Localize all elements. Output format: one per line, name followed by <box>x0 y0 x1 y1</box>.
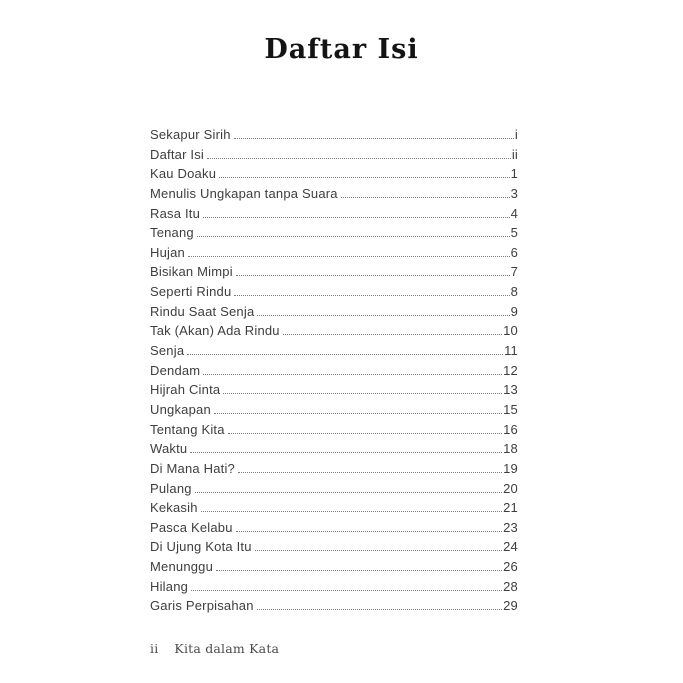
toc-entry-page: 9 <box>510 303 518 319</box>
toc-entry-label: Seperti Rindu <box>150 284 232 300</box>
toc-entry-page: 28 <box>503 578 518 594</box>
toc-entry <box>150 500 518 520</box>
toc-entry-page: 21 <box>503 500 518 516</box>
toc-dot-leader <box>238 472 502 473</box>
toc-entry-page: 24 <box>503 539 518 555</box>
toc-entry <box>150 422 518 442</box>
toc-entry-page: 26 <box>503 559 518 575</box>
toc-entry <box>150 304 518 324</box>
toc-entry <box>150 579 518 599</box>
toc-entry-label: Di Mana Hati? <box>150 460 235 476</box>
toc-entry-label: Sekapur Sirih <box>150 127 231 142</box>
toc-entry-label: Menunggu <box>150 559 214 575</box>
toc-entry-page: 29 <box>503 598 518 614</box>
toc-entry <box>150 539 518 559</box>
toc-entry <box>150 481 518 501</box>
toc-entry-label: Hujan <box>150 244 185 260</box>
toc-dot-leader <box>234 138 514 139</box>
toc-entry <box>150 363 518 383</box>
toc-entry-label: Kau Doaku <box>150 166 217 182</box>
toc-entry <box>150 343 518 363</box>
toc-dot-leader <box>203 374 502 375</box>
toc-entry <box>150 186 518 206</box>
toc-entry <box>150 559 518 579</box>
toc-entry-page: 13 <box>503 382 518 398</box>
footer-book-title: Kita dalam Kata <box>174 641 280 656</box>
toc-entry-page: 5 <box>510 225 518 241</box>
toc-entry-label: Hijrah Cinta <box>150 382 221 398</box>
toc-dot-leader <box>188 256 510 257</box>
toc-dot-leader <box>190 452 502 453</box>
toc-entry-page: 23 <box>503 519 518 535</box>
toc-entry-label: Menulis Ungkapan tanpa Suara <box>150 185 338 201</box>
toc-entry <box>150 598 518 618</box>
toc-entry-page: 20 <box>503 480 518 496</box>
toc-dot-leader <box>207 158 511 159</box>
toc-entry <box>150 225 518 245</box>
toc-dot-leader <box>195 492 502 493</box>
toc-entry <box>150 441 518 461</box>
toc-entry <box>150 284 518 304</box>
toc-entry <box>150 323 518 343</box>
toc-entry-label: Dendam <box>150 362 201 378</box>
toc-dot-leader <box>201 511 502 512</box>
toc-dot-leader <box>255 550 502 551</box>
toc-entry-page: ii <box>511 146 518 162</box>
toc-dot-leader <box>341 197 510 198</box>
toc-entry-page: 10 <box>503 323 518 339</box>
toc-entry <box>150 147 518 167</box>
toc-entry-page: 1 <box>510 166 518 182</box>
toc-entry <box>150 461 518 481</box>
toc-entry-page: 4 <box>510 205 518 221</box>
toc-dot-leader <box>236 531 503 532</box>
toc-entry-label: Bisikan Mimpi <box>150 264 233 280</box>
toc-dot-leader <box>219 177 509 178</box>
page-footer <box>150 641 279 656</box>
toc-entry-page: 18 <box>503 441 518 457</box>
toc-entry-page: 7 <box>510 264 518 280</box>
toc-entry-page: 6 <box>510 244 518 260</box>
toc-entry <box>150 402 518 422</box>
toc-dot-leader <box>203 217 510 218</box>
toc-entry-label: Senja <box>150 343 185 359</box>
toc-dot-leader <box>257 315 509 316</box>
toc-entry-page: 3 <box>510 185 518 201</box>
toc-entry-label: Rasa Itu <box>150 205 201 221</box>
toc-dot-leader <box>234 295 509 296</box>
toc-entry-label: Rindu Saat Senja <box>150 303 255 319</box>
toc-entry-label: Tenang <box>150 225 194 241</box>
toc-entry-label: Ungkapan <box>150 401 211 417</box>
toc-entry-label: Tak (Akan) Ada Rindu <box>150 323 280 339</box>
toc-entry <box>150 245 518 265</box>
toc-entry <box>150 382 518 402</box>
toc-entry-label: Di Ujung Kota Itu <box>150 539 252 555</box>
toc-entry-label: Kekasih <box>150 500 198 516</box>
page-title: Daftar Isi <box>264 34 419 65</box>
toc-dot-leader <box>191 590 502 591</box>
toc-entry-label: Pasca Kelabu <box>150 519 233 535</box>
footer-page-number: ii <box>150 641 159 656</box>
toc-entry <box>150 127 518 147</box>
toc-dot-leader <box>228 433 502 434</box>
toc-entry-label: Daftar Isi <box>150 146 205 162</box>
toc-entry-label: Pulang <box>150 480 192 496</box>
toc-entry <box>150 206 518 226</box>
toc-entry-page: i <box>514 127 518 142</box>
toc-dot-leader <box>214 413 502 414</box>
toc-entry-label: Tentang Kita <box>150 421 225 437</box>
toc-dot-leader <box>197 236 510 237</box>
toc-dot-leader <box>223 393 502 394</box>
toc-entry-label: Garis Perpisahan <box>150 598 254 614</box>
toc-entry-page: 12 <box>503 362 518 378</box>
toc-entry-page: 11 <box>504 343 518 359</box>
toc-entry <box>150 520 518 540</box>
toc-entry-page: 15 <box>503 401 518 417</box>
toc-entry-page: 16 <box>503 421 518 437</box>
toc-entry <box>150 166 518 186</box>
toc-entry-page: 19 <box>503 460 518 476</box>
toc-list <box>150 127 518 618</box>
toc-entry-page: 8 <box>510 284 518 300</box>
toc-dot-leader <box>187 354 503 355</box>
toc-dot-leader <box>283 334 502 335</box>
toc-dot-leader <box>216 570 502 571</box>
toc-entry-label: Waktu <box>150 441 188 457</box>
toc-dot-leader <box>257 609 502 610</box>
toc-dot-leader <box>236 275 510 276</box>
toc-entry <box>150 264 518 284</box>
toc-entry-label: Hilang <box>150 578 189 594</box>
